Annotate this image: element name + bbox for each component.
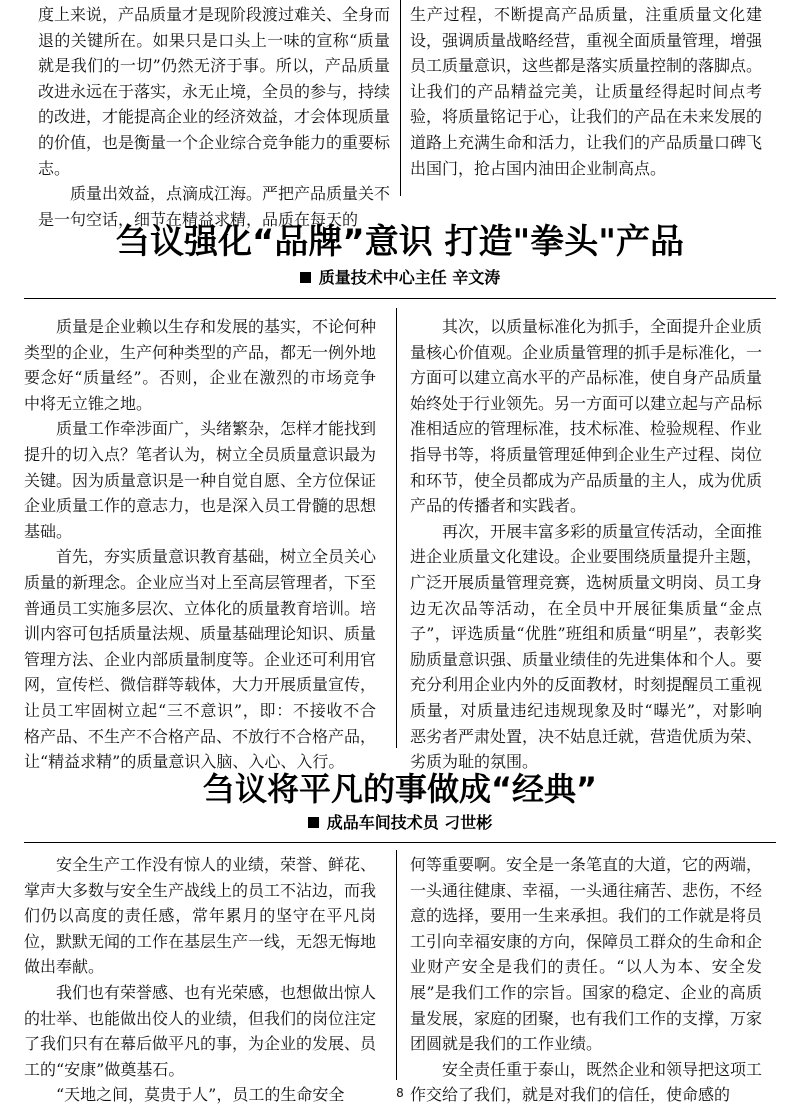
article2-right-column — [410, 852, 762, 1108]
byline-text: 质量技术中心主任 辛文涛 — [318, 268, 501, 287]
byline-square-icon — [300, 272, 311, 283]
article2-left-column — [24, 852, 376, 1108]
paragraph: 度上来说，产品质量才是现阶段渡过难关、全身而退的关键所在。如果只是口头上一味的宣称“质量就是我们的一切”仍然无济于事。所以，产品质量改进永远在于落实，永无止境，全员的参与，持续的改进，才能提高企业的经济效益，才会体现质量的价值，也是衡量一个企业综合竞争能力的重要标志。 — [38, 5, 391, 178]
paragraph: 我们也有荣誉感、也有光荣感，也想做出惊人的壮举、也能做出佼人的业绩，但我们的岗位注定了我们只有在幕后做平凡的事，为企业的发展、员工的“安康”做奠基石。 — [24, 982, 377, 1079]
top-left-column — [38, 2, 390, 232]
paragraph: 质量是企业赖以生存和发展的基实，不论何种类型的企业，生产何种类型的产品，都无一例外地要念好“质量经”。否则，企业在激烈的市场竞争中将无立锥之地。 — [24, 317, 377, 413]
paragraph: 其次，以质量标准化为抓手，全面提升企业质量核心价值观。企业质量管理的抓手是标准化，一方面可以建立高水平的产品标准，使自身产品质量始终处于行业领先。另一方面可以建立起与产品标准相适应的管理标准，技术标准、检验规程、作业指导书等，将质量管理延伸到企业生产过程、岗位和环节，使全员都成为产品质量的主人，成为优质产品的传播者和实践者。 — [410, 317, 763, 516]
paragraph: 生产过程，不断提高产品质量，注重质量文化建设，强调质量战略经营，重视全面质量管理，增强员工质量意识，这些都是落实质量控制的落脚点。让我们的产品精益完美，让质量经得起时间点考验，将质量铭记于心，让我们的产品在未来发展的道路上充满生命和活力，让我们的产品质量口碑飞出国门，抢占国内油田企业制高点。 — [410, 5, 763, 178]
section-rule — [24, 842, 776, 843]
top-right-column — [410, 2, 762, 181]
paragraph: 再次，开展丰富多彩的质量宣传活动，全面推进企业质量文化建设。企业要围绕质量提升主题，广泛开展质量管理竞赛，选树质量文明岗、员工身边无次品等活动，在全员中开展征集质量“金点子”，评选质量“优胜”班组和质量“明星”，表彰奖励质量意识强、质量业绩佳的先进集体和个人。要充分利用企业内外的反面教材，时刻提醒员工重视质量，对质量违纪违规现象及时“曝光”，对影响恶劣者严肃处置，决不姑息迁就，营造优质为荣、劣质为耻的氛围。 — [410, 521, 763, 772]
article1-left-column — [24, 314, 376, 775]
column-divider — [396, 850, 397, 1080]
article1-title: 刍议强化“品牌”意识 打造"拳头"产品 — [116, 222, 684, 262]
paragraph: 安全生产工作没有惊人的业绩，荣誉、鲜花、掌声大多数与安全生产战线上的员工不沾边，而我们仍以高度的责任感，常年累月的坚守在平凡岗位，默默无闻的工作在基层生产一线，无怨无悔地做出奉献。 — [24, 855, 377, 977]
column-divider — [396, 308, 397, 748]
page-number: 8 — [396, 1086, 404, 1100]
article1-right-column — [410, 314, 762, 775]
paragraph: 质量工作牵涉面广，头绪繁杂，怎样才能找到提升的切入点？笔者认为，树立全员质量意识最为关键。因为质量意识是一种自觉自愿、全方位保证企业质量工作的意志力，也是深入员工骨髓的思想基础。 — [24, 419, 377, 541]
column-divider — [400, 0, 401, 196]
paragraph: 质量出效益，点滴成江海。严把产品质量关不是一句空话，细节在精益求精，品质在每天的 — [38, 184, 391, 229]
article1-byline — [0, 267, 800, 289]
byline-square-icon — [308, 817, 319, 828]
paragraph: 首先，夯实质量意识教育基础，树立全员关心质量的新理念。企业应当对上至高层管理者，下至普通员工实施多层次、立体化的质量教育培训。培训内容可包括质量法规、质量基础理论知识、质量管理方法、企业内部质量制度等。企业还可利用官网，宣传栏、微信群等载体，大力开展质量宣传，让员工牢固树立起“三不意识”，即：不接收不合格产品、不生产不合格产品、不放行不合格产品，让“精益求精”的质量意识入脑、入心、入行。 — [24, 547, 377, 772]
article2-byline — [0, 812, 800, 834]
article2-title: 刍议将平凡的事做成“经典” — [202, 770, 598, 808]
paragraph: 安全责任重于泰山，既然企业和领导把这项工作交给了我们，就是对我们的信任，使命感的 — [410, 1059, 763, 1105]
paragraph: “天地之间，莫贵于人”，员工的生命安全 — [56, 1085, 345, 1105]
byline-text: 成品车间技术员 刁世彬 — [326, 813, 493, 832]
section-rule — [24, 298, 776, 299]
paragraph: 何等重要啊。安全是一条笔直的大道，它的两端，一头通往健康、幸福，一头通往痛苦、悲伤，不经意的选择，要用一生来承担。我们的工作就是将员工引向幸福安康的方向，保障员工群众的生命和企业财产安全是我们的责任。“以人为本、安全发展”是我们工作的宗旨。国家的稳定、企业的高质量发展，家庭的团聚，也有我们工作的支撑，万家团圆就是我们的工作业绩。 — [410, 855, 763, 1054]
